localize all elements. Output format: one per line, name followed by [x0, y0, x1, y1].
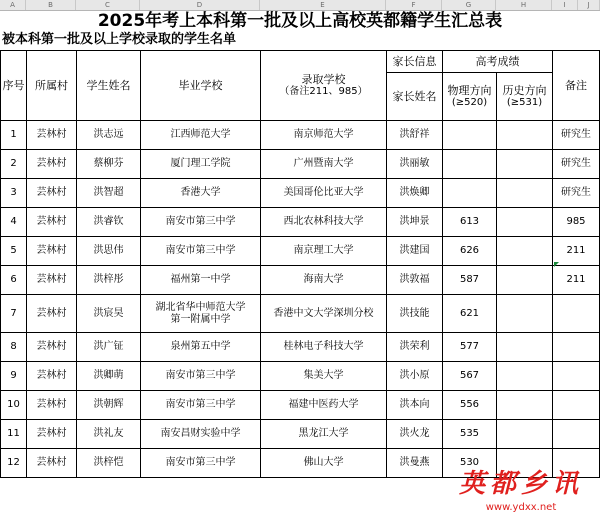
- table-row: [1, 333, 600, 362]
- table-row: [1, 420, 600, 449]
- cell-parent[interactable]: 洪丽敏: [387, 150, 443, 179]
- header-student: 学生姓名: [77, 51, 141, 121]
- cell-history[interactable]: [497, 237, 553, 266]
- cell-seq[interactable]: 11: [1, 420, 27, 449]
- cell-note[interactable]: 研究生: [553, 179, 600, 208]
- cell-history[interactable]: [497, 333, 553, 362]
- cell-school[interactable]: [141, 295, 261, 333]
- cell-student[interactable]: 洪朝辉: [77, 391, 141, 420]
- watermark-url: www.ydxx.net: [485, 502, 557, 513]
- cell-student[interactable]: 洪梓彤: [77, 266, 141, 295]
- cell-physics[interactable]: 567: [443, 362, 497, 391]
- cell-admit[interactable]: 香港中文大学深圳分校: [261, 295, 387, 333]
- cell-school[interactable]: 南安市第三中学: [141, 208, 261, 237]
- cell-admit[interactable]: 佛山大学: [261, 449, 387, 478]
- column-letter[interactable]: G: [442, 0, 496, 10]
- table-row: [1, 295, 600, 333]
- cell-parent[interactable]: 洪焕卿: [387, 179, 443, 208]
- column-letter[interactable]: J: [578, 0, 600, 10]
- cell-seq[interactable]: 6: [1, 266, 27, 295]
- cell-physics[interactable]: 556: [443, 391, 497, 420]
- table-row: [1, 266, 600, 295]
- cell-student[interactable]: 洪广钲: [77, 333, 141, 362]
- cell-note[interactable]: 985: [553, 208, 600, 237]
- cell-seq[interactable]: 7: [1, 295, 27, 333]
- cell-village[interactable]: 芸林村: [27, 362, 77, 391]
- cell-school[interactable]: 南安昌财实验中学: [141, 420, 261, 449]
- cell-history[interactable]: [497, 362, 553, 391]
- cell-student[interactable]: 洪思伟: [77, 237, 141, 266]
- cell-parent[interactable]: 洪荣利: [387, 333, 443, 362]
- cell-village[interactable]: 芸林村: [27, 179, 77, 208]
- cell-note[interactable]: [553, 391, 600, 420]
- cell-village[interactable]: 芸林村: [27, 121, 77, 150]
- sheet-title: 2025年考上本科第一批及以上高校英都籍学生汇总表: [97, 11, 503, 31]
- cell-physics[interactable]: 626: [443, 237, 497, 266]
- cell-village[interactable]: 芸林村: [27, 449, 77, 478]
- cell-village[interactable]: 芸林村: [27, 420, 77, 449]
- cell-seq[interactable]: 10: [1, 391, 27, 420]
- column-letter[interactable]: F: [386, 0, 442, 10]
- cell-school-line1: 湖北省华中师范大学: [155, 301, 246, 313]
- cell-village[interactable]: 芸林村: [27, 333, 77, 362]
- cell-school[interactable]: 南安市第三中学: [141, 237, 261, 266]
- cell-parent[interactable]: 洪技能: [387, 295, 443, 333]
- watermark-logo-text: 英都乡讯: [458, 469, 583, 499]
- header-school: 毕业学校: [141, 51, 261, 121]
- cell-admit[interactable]: 南京师范大学: [261, 121, 387, 150]
- cell-history[interactable]: [497, 391, 553, 420]
- cell-student[interactable]: 洪志远: [77, 121, 141, 150]
- cell-physics[interactable]: [443, 179, 497, 208]
- cell-student[interactable]: 洪宸昊: [77, 295, 141, 333]
- cell-history[interactable]: [497, 121, 553, 150]
- cell-school[interactable]: 南安市第三中学: [141, 449, 261, 478]
- column-letter[interactable]: B: [26, 0, 76, 10]
- site-watermark: [446, 468, 596, 516]
- cell-parent[interactable]: 洪本向: [387, 391, 443, 420]
- cell-student[interactable]: 洪卿萌: [77, 362, 141, 391]
- cell-history[interactable]: [497, 295, 553, 333]
- cell-village[interactable]: 芸林村: [27, 237, 77, 266]
- table-row: [1, 208, 600, 237]
- cell-note[interactable]: [553, 362, 600, 391]
- cell-history[interactable]: [497, 266, 553, 295]
- header-parent-group: 家长信息: [387, 51, 443, 73]
- cell-physics[interactable]: 577: [443, 333, 497, 362]
- header-parent-name: 家长姓名: [387, 73, 443, 121]
- cell-admit[interactable]: 南京理工大学: [261, 237, 387, 266]
- cell-seq[interactable]: 8: [1, 333, 27, 362]
- cell-parent[interactable]: 洪建国: [387, 237, 443, 266]
- cell-physics[interactable]: 530: [443, 449, 497, 478]
- cell-school[interactable]: 香港大学: [141, 179, 261, 208]
- column-letter[interactable]: H: [496, 0, 552, 10]
- cell-village[interactable]: 芸林村: [27, 150, 77, 179]
- column-letter[interactable]: D: [140, 0, 260, 10]
- cell-note[interactable]: 研究生: [553, 121, 600, 150]
- cell-seq[interactable]: 2: [1, 150, 27, 179]
- header-admit: [261, 51, 387, 121]
- cell-admit[interactable]: 美国哥伦比亚大学: [261, 179, 387, 208]
- table-row: [1, 179, 600, 208]
- cell-village[interactable]: 芸林村: [27, 208, 77, 237]
- header-seq: 序号: [1, 51, 27, 121]
- cell-student[interactable]: 蔡柳芬: [77, 150, 141, 179]
- cell-school[interactable]: 南安市第三中学: [141, 391, 261, 420]
- cell-comment-indicator: [554, 262, 559, 267]
- cell-note[interactable]: 研究生: [553, 150, 600, 179]
- cell-seq[interactable]: 5: [1, 237, 27, 266]
- sheet-subtitle: 被本科第一批及以上学校录取的学生名单: [2, 32, 237, 47]
- cell-physics[interactable]: 535: [443, 420, 497, 449]
- cell-village[interactable]: 芸林村: [27, 295, 77, 333]
- cell-admit[interactable]: 黑龙江大学: [261, 420, 387, 449]
- table-row: [1, 150, 600, 179]
- cell-note[interactable]: [553, 295, 600, 333]
- cell-school[interactable]: 南安市第三中学: [141, 362, 261, 391]
- cell-note[interactable]: 211: [553, 266, 600, 295]
- cell-village[interactable]: 芸林村: [27, 391, 77, 420]
- cell-school[interactable]: 福州第一中学: [141, 266, 261, 295]
- cell-parent[interactable]: 洪坤景: [387, 208, 443, 237]
- cell-seq[interactable]: 9: [1, 362, 27, 391]
- cell-parent[interactable]: 洪舒祥: [387, 121, 443, 150]
- cell-school-line2: 第一附属中学: [170, 313, 231, 325]
- cell-seq[interactable]: 4: [1, 208, 27, 237]
- table-row: [1, 121, 600, 150]
- cell-physics[interactable]: 621: [443, 295, 497, 333]
- cell-student[interactable]: 洪智超: [77, 179, 141, 208]
- cell-parent[interactable]: 洪曼燕: [387, 449, 443, 478]
- header-admit-line2: （备注211、985）: [279, 85, 368, 97]
- cell-school[interactable]: 江西师范大学: [141, 121, 261, 150]
- cell-parent[interactable]: 洪火龙: [387, 420, 443, 449]
- cell-student[interactable]: 洪礼友: [77, 420, 141, 449]
- cell-physics[interactable]: 587: [443, 266, 497, 295]
- column-letter[interactable]: A: [0, 0, 26, 10]
- header-history: [497, 73, 553, 121]
- cell-note[interactable]: [553, 420, 600, 449]
- column-letter[interactable]: E: [260, 0, 386, 10]
- cell-student[interactable]: 洪梓恺: [77, 449, 141, 478]
- header-physics-line1: 物理方向: [447, 83, 492, 97]
- cell-note[interactable]: [553, 333, 600, 362]
- cell-admit[interactable]: 集美大学: [261, 362, 387, 391]
- cell-history[interactable]: [497, 150, 553, 179]
- header-admit-line1: 录取学校: [301, 72, 346, 86]
- cell-physics[interactable]: 613: [443, 208, 497, 237]
- table-row: [1, 391, 600, 420]
- cell-history[interactable]: [497, 179, 553, 208]
- cell-school[interactable]: 泉州第五中学: [141, 333, 261, 362]
- header-physics: [443, 73, 497, 121]
- cell-history[interactable]: [497, 420, 553, 449]
- column-letter[interactable]: I: [552, 0, 578, 10]
- table-row: [1, 237, 600, 266]
- table-row: [1, 362, 600, 391]
- cell-parent[interactable]: 洪小原: [387, 362, 443, 391]
- cell-admit[interactable]: 西北农林科技大学: [261, 208, 387, 237]
- cell-physics[interactable]: [443, 150, 497, 179]
- cell-admit[interactable]: 桂林电子科技大学: [261, 333, 387, 362]
- header-history-line2: (≥531): [506, 96, 543, 108]
- cell-admit[interactable]: 福建中医药大学: [261, 391, 387, 420]
- cell-history[interactable]: [497, 208, 553, 237]
- header-village: 所属村: [27, 51, 77, 121]
- student-table: [0, 50, 600, 478]
- header-physics-line2: (≥520): [451, 96, 488, 108]
- cell-physics[interactable]: [443, 121, 497, 150]
- cell-note[interactable]: 211: [553, 237, 600, 266]
- header-history-line1: 历史方向: [502, 83, 547, 97]
- cell-parent[interactable]: 洪敦福: [387, 266, 443, 295]
- cell-admit[interactable]: 海南大学: [261, 266, 387, 295]
- cell-school[interactable]: 厦门理工学院: [141, 150, 261, 179]
- column-letter[interactable]: C: [76, 0, 140, 10]
- cell-seq[interactable]: 12: [1, 449, 27, 478]
- cell-village[interactable]: 芸林村: [27, 266, 77, 295]
- header-note: 备注: [553, 51, 600, 121]
- header-score-group: 高考成绩: [443, 51, 553, 73]
- cell-seq[interactable]: 3: [1, 179, 27, 208]
- cell-student[interactable]: 洪睿钦: [77, 208, 141, 237]
- cell-admit[interactable]: 广州暨南大学: [261, 150, 387, 179]
- cell-seq[interactable]: 1: [1, 121, 27, 150]
